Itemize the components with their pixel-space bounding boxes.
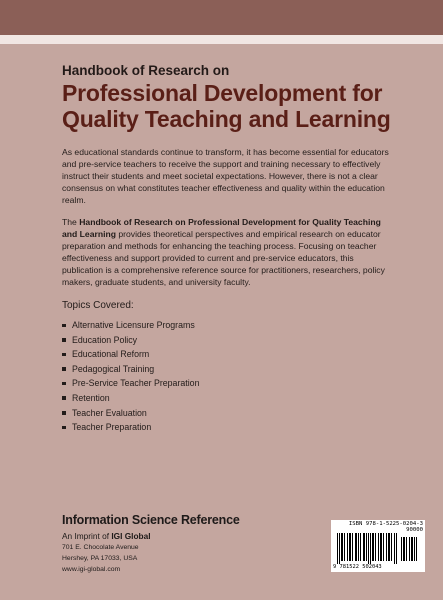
topic-item — [62, 406, 199, 421]
topic-label: Teacher Evaluation — [72, 407, 147, 418]
description-paragraph-2 — [62, 216, 392, 289]
ean-digits: 9 781522 502043 — [333, 564, 382, 570]
topics-heading: Topics Covered: — [62, 300, 134, 311]
topic-label: Retention — [72, 392, 110, 403]
publisher-address-line-2: Hershey, PA 17033, USA — [62, 555, 138, 562]
isbn-barcode — [331, 520, 425, 572]
topic-item — [62, 347, 199, 362]
publisher-website: www.igi-global.com — [62, 566, 121, 573]
topic-label: Education Policy — [72, 334, 138, 345]
publisher-imprint — [62, 531, 151, 541]
paragraph-2-book-title: Handbook of Research on Professional Development for Quality Teaching and Learning — [62, 217, 381, 240]
top-color-band — [0, 0, 443, 35]
topic-label: Pre-Service Teacher Preparation — [72, 378, 200, 389]
topic-label: Pedagogical Training — [72, 363, 155, 374]
imprint-name: IGI Global — [111, 531, 151, 541]
topic-item — [62, 362, 199, 377]
topic-item — [62, 376, 199, 391]
publisher-address-line-1: 701 E. Chocolate Avenue — [62, 544, 139, 551]
price-code: 90000 — [406, 527, 423, 533]
topic-item — [62, 420, 199, 435]
publisher-name: Information Science Reference — [62, 513, 240, 527]
topics-list — [62, 318, 199, 435]
bullet-icon — [62, 367, 66, 371]
bullet-icon — [62, 396, 66, 400]
topic-label: Alternative Licensure Programs — [72, 320, 195, 330]
bullet-icon — [62, 353, 66, 357]
paragraph-2-prefix: The — [62, 217, 80, 227]
topic-item — [62, 318, 199, 333]
topic-label: Teacher Preparation — [72, 422, 152, 433]
bullet-icon — [62, 411, 66, 415]
barcode-bars-icon — [335, 533, 421, 564]
isbn-label: ISBN 978-1-5225-0204-3 — [348, 521, 423, 527]
topic-label: Educational Reform — [72, 349, 150, 360]
description-paragraph-1: As educational standards continue to transform, it has become essential for educators and pre-service teachers to receive the support and training necessary to effectively instruct their students and meet societal expectations. However, there is not a clear consensus on what constitutes teacher effectiveness and quality within the education realm. — [62, 147, 389, 206]
bullet-icon — [62, 338, 66, 342]
top-light-stripe — [0, 35, 443, 44]
bullet-icon — [62, 426, 66, 430]
bullet-icon — [62, 382, 66, 386]
book-pre-title: Handbook of Research on — [62, 63, 230, 78]
paragraph-2-text: provides theoretical perspectives and empirical research on educator preparation and methods for enhancing the teaching process. Focusing on teacher effectiveness and support provided to current and pre-service educators, this publication is a comprehensive reference source for practitioners, researchers, policy makers, graduate students, and university faculty. — [62, 229, 385, 288]
book-title: Professional Development for Quality Teaching and Learning — [62, 80, 391, 132]
topic-item — [62, 391, 199, 406]
bullet-icon — [62, 324, 66, 328]
topic-item — [62, 333, 199, 348]
imprint-prefix: An Imprint of — [62, 531, 112, 541]
